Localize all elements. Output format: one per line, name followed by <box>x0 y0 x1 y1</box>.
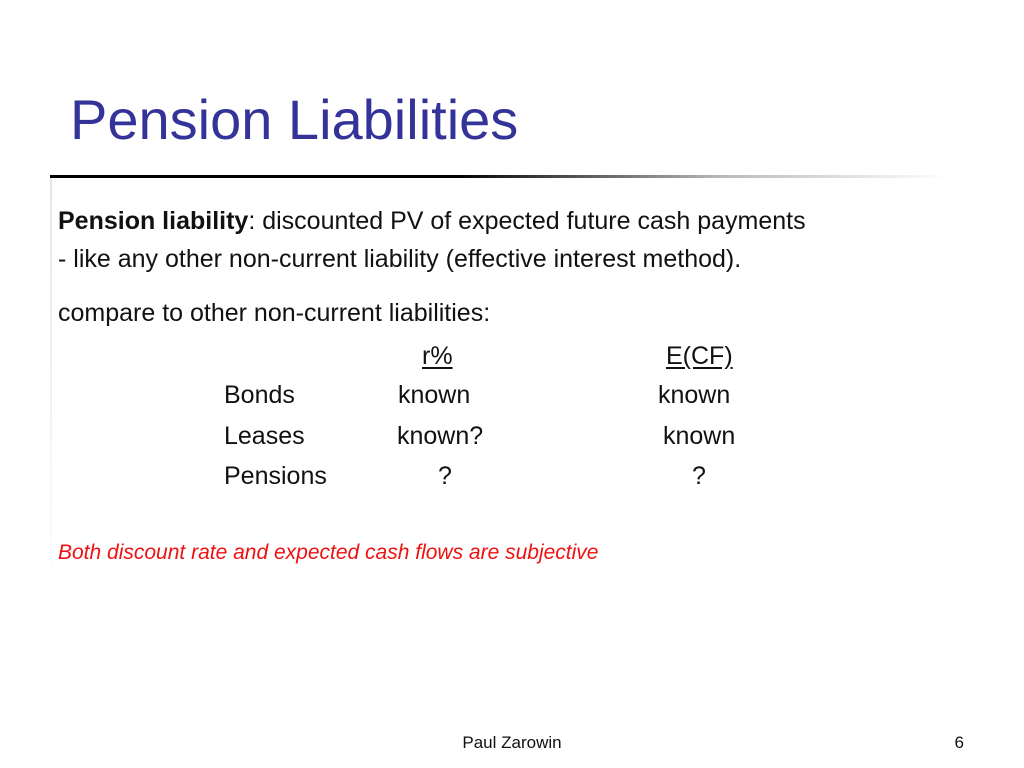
row-label: Leases <box>224 422 305 450</box>
title-divider <box>50 175 950 178</box>
table-header-rate: r% <box>422 342 453 370</box>
footer-author: Paul Zarowin <box>462 733 562 752</box>
page-number: 6 <box>954 733 964 752</box>
subjectivity-note: Both discount rate and expected cash flows are subjective <box>58 541 599 564</box>
row-rate: known? <box>397 422 484 450</box>
definition-text-line2: - like any other non-current liability (effective interest method). <box>58 245 742 273</box>
definition-text-line1: : discounted PV of expected future cash payments <box>248 207 806 235</box>
row-rate: known <box>398 381 471 409</box>
row-label: Pensions <box>224 462 327 490</box>
slide-title: Pension Liabilities <box>70 88 519 151</box>
compare-intro: compare to other non-current liabilities: <box>58 299 491 327</box>
row-cf: known <box>658 381 731 409</box>
row-cf: known <box>663 422 736 450</box>
row-label: Bonds <box>224 381 295 409</box>
left-accent-bar <box>50 178 52 598</box>
definition-term: Pension liability <box>58 207 249 235</box>
table-header-cf: E(CF) <box>666 342 733 370</box>
row-cf: ? <box>692 462 706 490</box>
definition-paragraph <box>58 202 806 278</box>
row-rate: ? <box>438 462 452 490</box>
